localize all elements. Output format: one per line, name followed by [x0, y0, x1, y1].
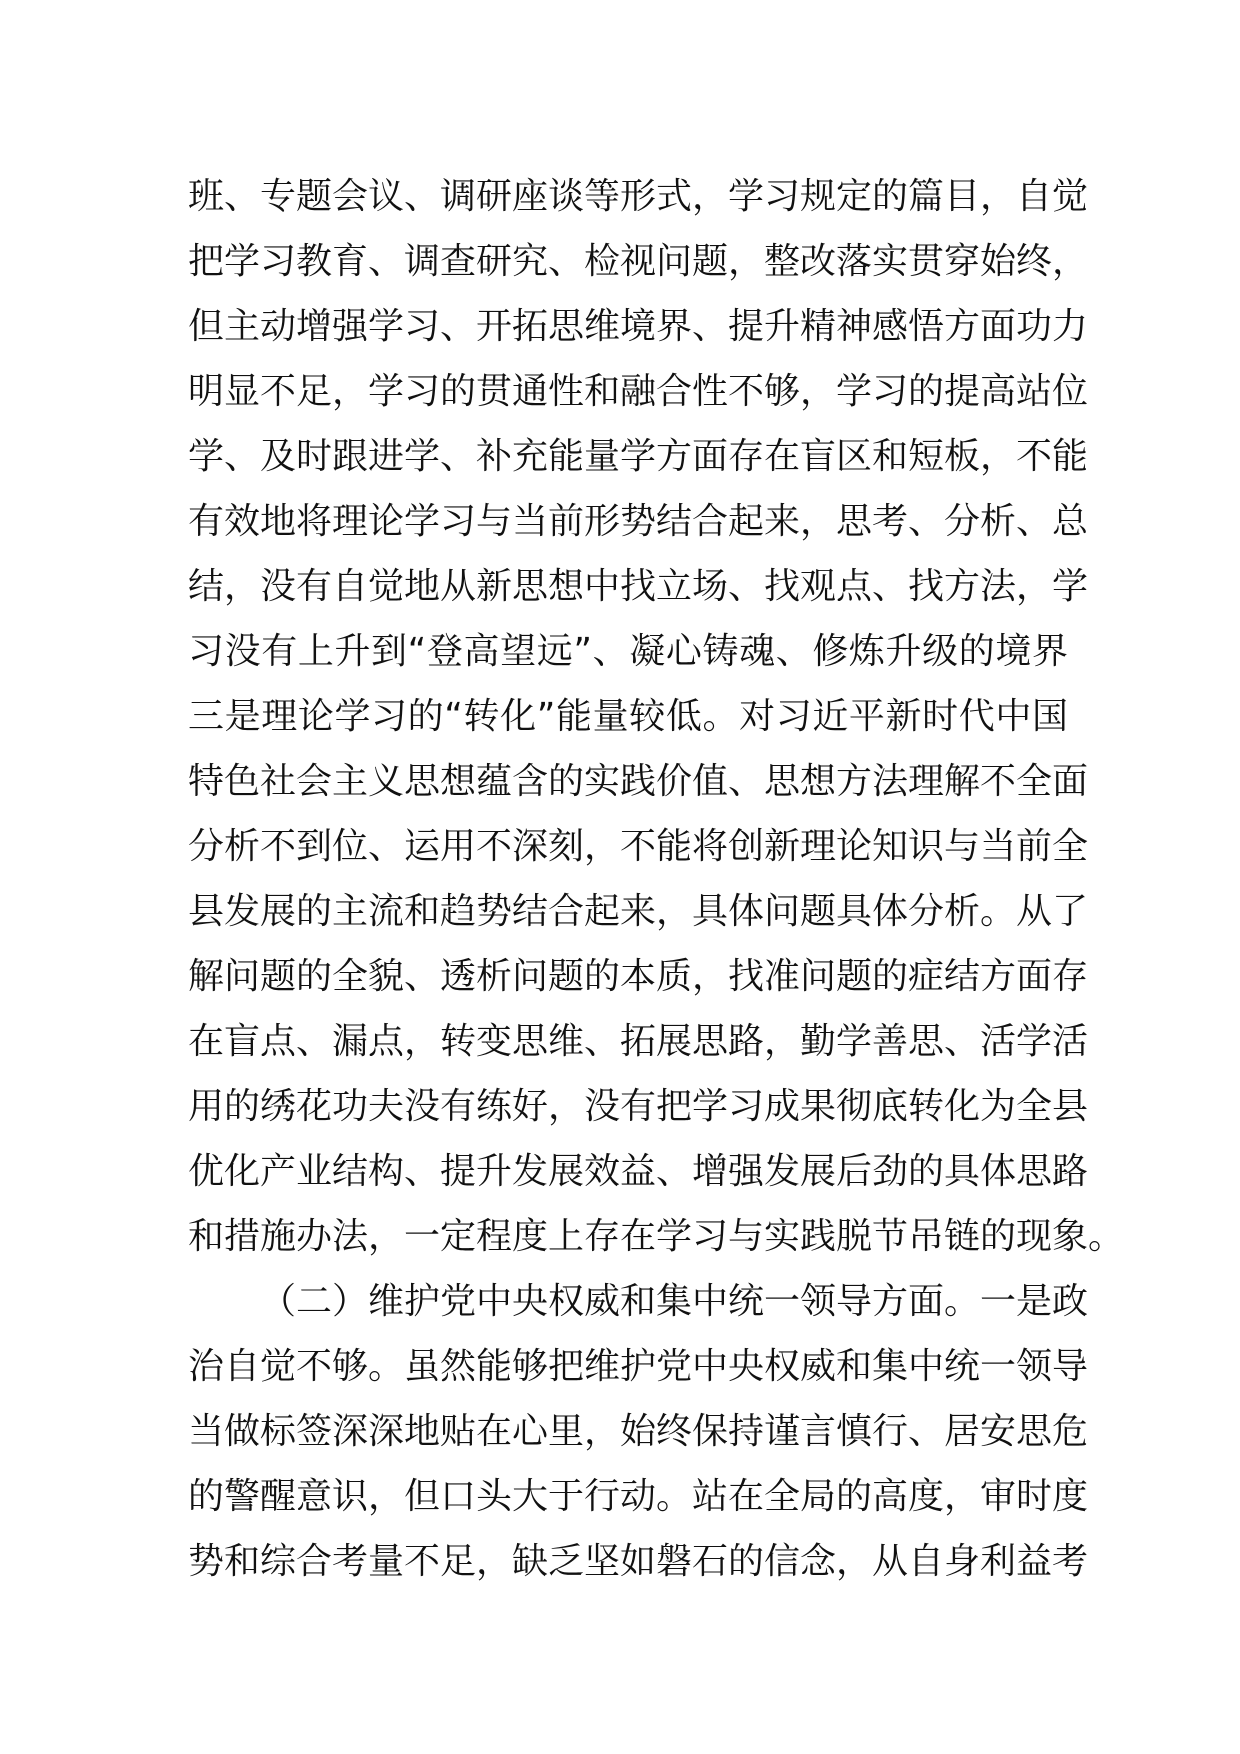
text-line: 用的绣花功夫没有练好，没有把学习成果彻底转化为全县 [188, 1086, 1089, 1127]
text-line: 在盲点、漏点，转变思维、拓展思路，勤学善思、活学活 [188, 1021, 1089, 1062]
text-line: 县发展的主流和趋势结合起来，具体问题具体分析。从了 [188, 891, 1089, 932]
text-line: 班、专题会议、调研座谈等形式，学习规定的篇目，自觉 [188, 176, 1089, 217]
text-line: 分析不到位、运用不深刻，不能将创新理论知识与当前全 [188, 826, 1089, 867]
text-line: 学、及时跟进学、补充能量学方面存在盲区和短板，不能 [188, 436, 1089, 477]
text-line: 把学习教育、调查研究、检视问题，整改落实贯穿始终， [188, 241, 1089, 282]
text-line: 结，没有自觉地从新思想中找立场、找观点、找方法，学 [188, 566, 1089, 607]
section-heading-line: （二）维护党中央权威和集中统一领导方面。一是政 [260, 1281, 1089, 1322]
text-line: 有效地将理论学习与当前形势结合起来，思考、分析、总 [188, 501, 1089, 542]
text-line: 治自觉不够。虽然能够把维护党中央权威和集中统一领导 [188, 1346, 1089, 1387]
text-line: 明显不足，学习的贯通性和融合性不够，学习的提高站位 [188, 371, 1089, 412]
text-line: 特色社会主义思想蕴含的实践价值、思想方法理解不全面 [188, 761, 1089, 802]
text-line: 优化产业结构、提升发展效益、增强发展后劲的具体思路 [188, 1151, 1089, 1192]
text-line: 的警醒意识，但口头大于行动。站在全局的高度，审时度 [188, 1476, 1089, 1517]
text-line: 和措施办法，一定程度上存在学习与实践脱节吊链的现象。 [188, 1216, 1125, 1257]
text-line: 当做标签深深地贴在心里，始终保持谨言慎行、居安思危 [188, 1411, 1089, 1452]
text-line: 习没有上升到“登高望远”、凝心铸魂、修炼升级的境界 [188, 631, 1068, 672]
text-line: 解问题的全貌、透析问题的本质，找准问题的症结方面存 [188, 956, 1089, 997]
text-line: 三是理论学习的“转化”能量较低。对习近平新时代中国 [188, 696, 1068, 737]
body-text [188, 164, 1125, 1594]
text-line: 势和综合考量不足，缺乏坚如磐石的信念，从自身利益考 [188, 1541, 1089, 1582]
text-line: 但主动增强学习、开拓思维境界、提升精神感悟方面功力 [188, 306, 1089, 347]
